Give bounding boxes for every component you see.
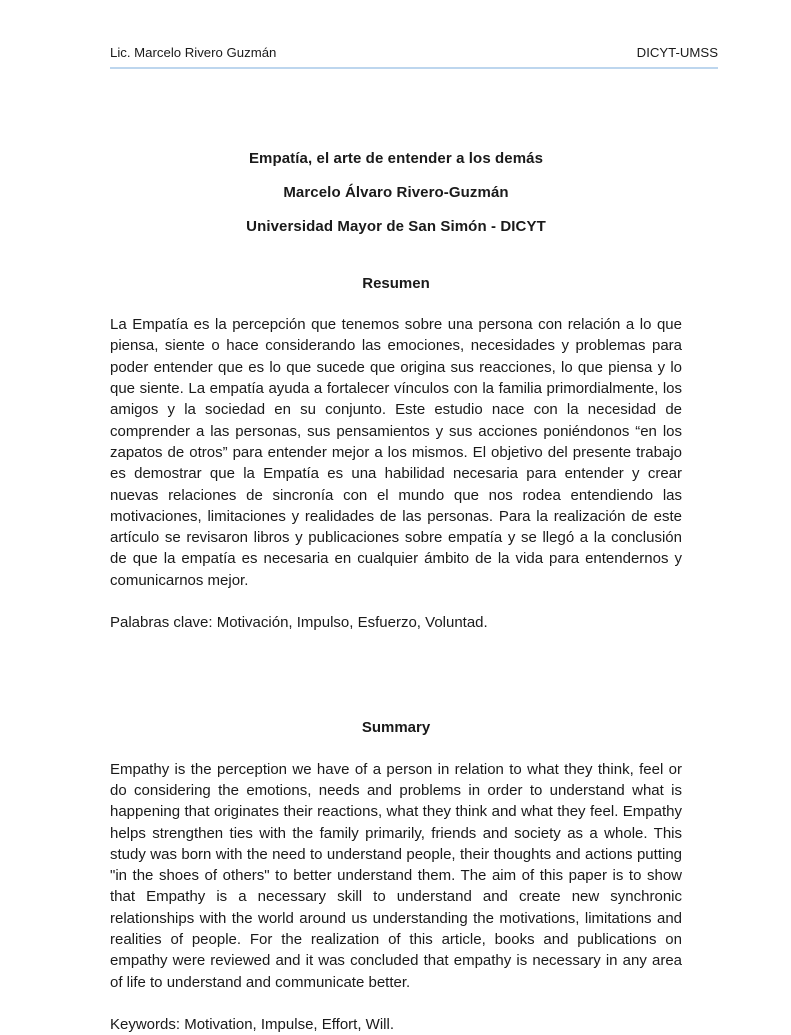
summary-paragraph: Empathy is the perception we have of a person in relation to what they think, feel or do considering the emotions, needs and problems in order to understand what is happening that originates their reactions, what they think and what they feel. Empathy helps strengthen ties with the family primarily, friends and society as a whole. This study was born with the need to understand people, their thoughts and actions putting "in the shoes of others" to better understand them. The aim of this paper is to show that Empathy is a necessary skill to understand and create new synchronic relationships with the world around us understanding the motivations, limitations and realities of people. For the realization of this article, books and publications on empathy were reviewed and it was concluded that empathy is necessary in any area of life to understand and communicate better. [110,760,682,991]
header-author-name: Lic. Marcelo Rivero Guzmán [110,45,277,60]
affiliation: Universidad Mayor de San Simón - DICYT [246,217,546,235]
article-title: Empatía, el arte de entender a los demás [248,150,544,167]
author-name: Marcelo Álvaro Rivero-Guzmán [283,183,509,201]
header-divider-rule [110,67,718,69]
resumen-paragraph: La Empatía es la percepción que tenemos sobre una persona con relación a lo que piensa, siente o hace considerando las emociones, necesidades y problemas para poder entender que es lo que sucede que origina sus reacciones, lo que piensa y lo que siente. La empatía ayuda a fortalecer vínculos con la familia primordialmente, los amigos y la sociedad en su conjunto. Este estudio nace con la necesidad de comprender a las personas, sus pensamientos y sus acciones poniéndonos “en los zapatos de otros” para entender mejor a los mismos. El objetivo del presente trabajo es demostrar que la Empatía es una habilidad necesaria para entender y crear nuevas relaciones de sincronía con el mundo que nos rodea entendiendo las motivaciones, limitaciones y realidades de las personas. Para la realización de este artículo se revisaron libros y publicaciones sobre empatía y se llegó a la conclusión de que la empatía es necesaria en cualquier ámbito de la vida para entendernos y comunicarnos mejor. [110,316,682,589]
section-resumen [110,273,682,633]
section-summary [110,717,682,1035]
running-header [110,44,718,62]
summary-heading: Summary [361,719,431,737]
title-block [110,148,682,237]
document-body [110,148,682,1035]
summary-keywords: Keywords: Motivation, Impulse, Effort, Will. [110,1015,394,1033]
header-institution: DICYT-UMSS [636,45,718,60]
resumen-heading: Resumen [362,274,430,292]
resumen-keywords: Palabras clave: Motivación, Impulso, Esfuerzo, Voluntad. [110,614,488,632]
